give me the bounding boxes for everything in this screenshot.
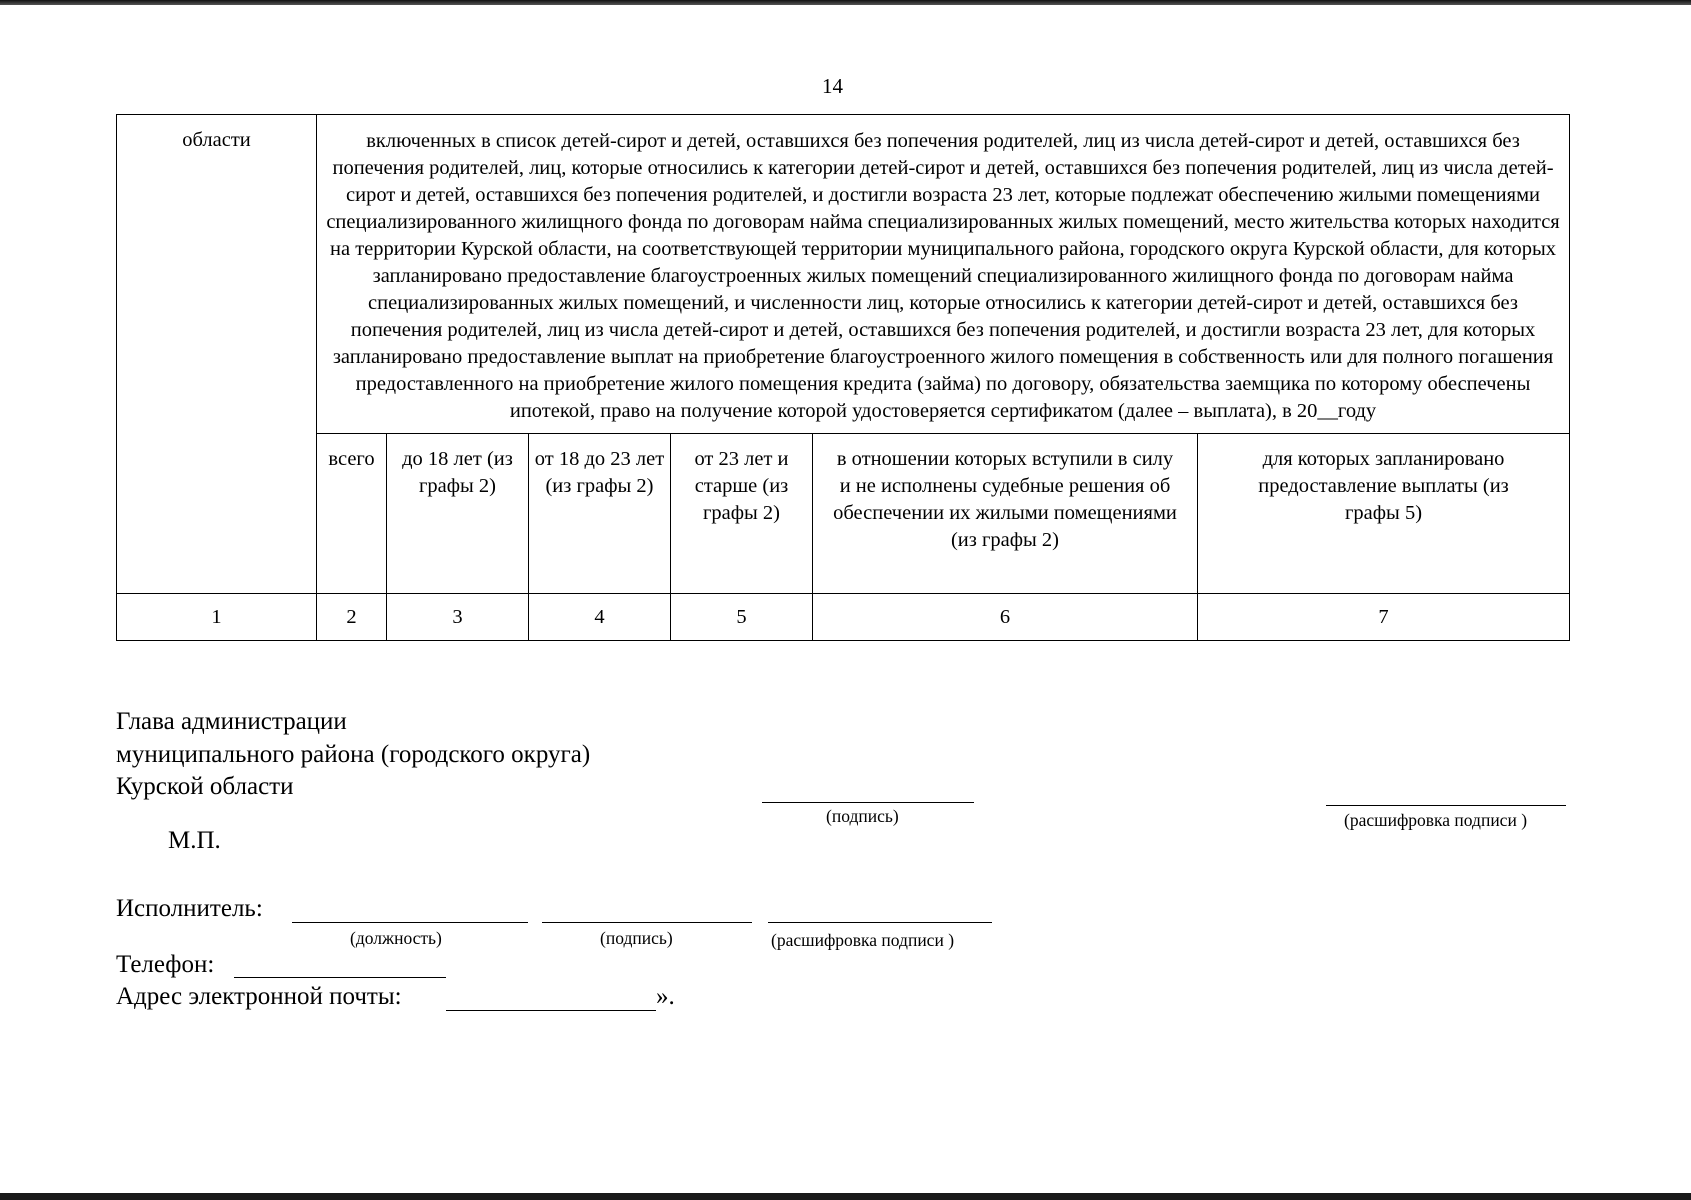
table-row xyxy=(117,594,1570,641)
column-number-cell: 3 xyxy=(387,594,529,641)
stamp-label: М.П. xyxy=(168,827,221,854)
region-header-cell: области xyxy=(117,115,317,594)
head-title-line3: Курской области xyxy=(116,773,294,800)
table-header-row xyxy=(117,115,1570,434)
main-header-cell: включенных в список детей-сирот и детей, оставшихся без попечения родителей, лиц из числа детей-сирот и детей, оставшихся без попечения родителей, лиц, которые относились к категории детей-сирот и детей, оставшихся без попечения родителей, лиц из числа детей-сирот и детей, оставшихся без попечения родителей, и достигли возраста 23 лет, которые подлежат обеспечению жилыми помещениями специализированного жилищного фонда по договорам найма специализированных жилых помещений, место жительства которых находится на территории Курской области, на соответствующей территории муниципального района, городского округа Курской области, для которых запланировано предоставление благоустроенных жилых помещений специализированного жилищного фонда по договорам найма специализированных жилых помещений, и численности лиц, которые относились к категории детей-сирот и детей, оставшихся без попечения родителей, лиц из числа детей-сирот и детей, оставшихся без попечения родителей, и достигли возраста 23 лет, для которых запланировано предоставление выплат на приобретение благоустроенного жилого помещения в собственность или для полного погашения предоставленного на приобретение жилого помещения кредита (займа) по договору, обязательства заемщика по которому обеспечены ипотекой, право на получение которой удостоверяется сертификатом (далее – выплата), в 20__году xyxy=(317,115,1570,434)
column-number-cell: 4 xyxy=(529,594,671,641)
subheader-23-and-older: от 23 лет и старше (из графы 2) xyxy=(671,434,813,594)
subheader-under-18: до 18 лет (из графы 2) xyxy=(387,434,529,594)
phone-line xyxy=(234,977,446,978)
executor-decoding-line xyxy=(768,922,992,923)
column-number-cell: 6 xyxy=(813,594,1198,641)
scan-edge-bottom xyxy=(0,1193,1691,1200)
subheader-total: всего xyxy=(317,434,387,594)
head-decoding-line xyxy=(1326,805,1566,806)
scan-edge-top xyxy=(0,0,1691,5)
email-label: Адрес электронной почты: xyxy=(116,983,402,1010)
head-signature-caption: (подпись) xyxy=(826,806,899,826)
column-number-cell: 5 xyxy=(671,594,813,641)
email-line xyxy=(446,1010,656,1011)
executor-signature-line xyxy=(542,922,752,923)
report-table xyxy=(116,114,1570,641)
head-signature-line xyxy=(762,802,974,803)
executor-label: Исполнитель: xyxy=(116,895,263,922)
executor-position-caption: (должность) xyxy=(350,928,442,948)
executor-signature-caption: (подпись) xyxy=(600,928,673,948)
executor-decoding-caption: (расшифровка подписи ) xyxy=(771,930,955,950)
subheader-court-decisions: в отношении которых вступили в силу и не исполнены судебные решения об обеспечении их жилыми помещениями (из графы 2) xyxy=(813,434,1198,594)
head-title-line1: Глава администрации xyxy=(116,708,347,735)
column-number-cell: 1 xyxy=(117,594,317,641)
head-title-line2: муниципального района (городского округа) xyxy=(116,741,591,768)
page-number: 14 xyxy=(822,74,843,98)
phone-label: Телефон: xyxy=(116,951,215,978)
closing-quote: ». xyxy=(656,983,675,1010)
column-number-cell: 7 xyxy=(1198,594,1570,641)
executor-position-line xyxy=(292,922,528,923)
subheader-payment-planned: для которых запланировано предоставление выплаты (из графы 5) xyxy=(1198,434,1570,594)
head-decoding-caption: (расшифровка подписи ) xyxy=(1344,810,1528,830)
subheader-18-to-23: от 18 до 23 лет (из графы 2) xyxy=(529,434,671,594)
column-number-cell: 2 xyxy=(317,594,387,641)
table-subheader-row xyxy=(117,434,1570,594)
